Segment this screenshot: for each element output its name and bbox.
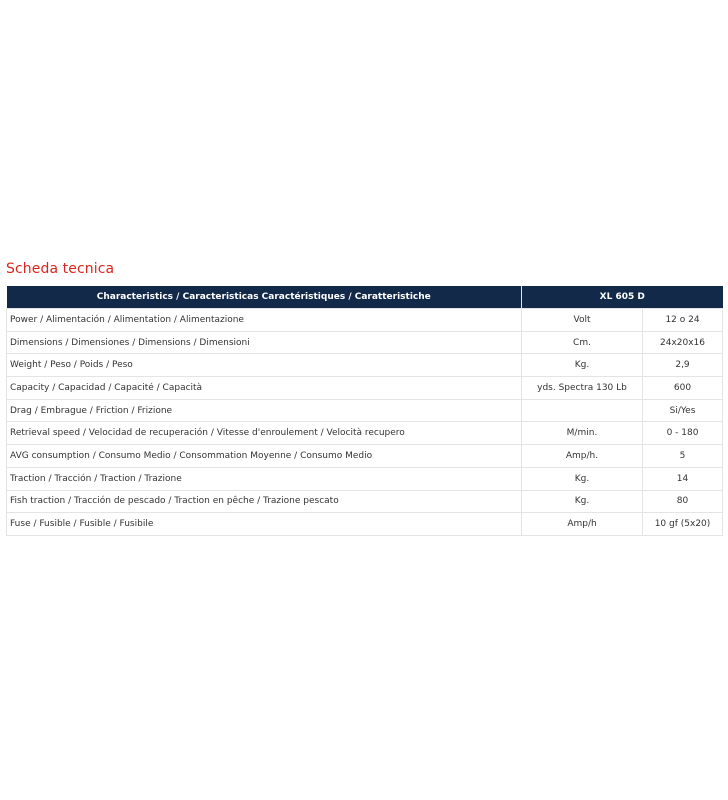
row-value: 10 gf (5x20)	[643, 513, 723, 536]
specs-table	[6, 286, 723, 536]
row-unit: M/min.	[522, 422, 643, 445]
row-unit: yds. Spectra 130 Lb	[522, 377, 643, 400]
table-row	[7, 399, 723, 422]
row-value: 2,9	[643, 354, 723, 377]
header-model: XL 605 D	[522, 286, 723, 309]
table-row	[7, 513, 723, 536]
table-row	[7, 490, 723, 513]
row-label: Fuse / Fusible / Fusible / Fusibile	[7, 513, 522, 536]
row-value: 14	[643, 467, 723, 490]
row-label: Dimensions / Dimensiones / Dimensions / Dimensioni	[7, 331, 522, 354]
row-unit: Volt	[522, 309, 643, 332]
section-title: Scheda tecnica	[6, 261, 115, 277]
table-row	[7, 467, 723, 490]
table-row	[7, 377, 723, 400]
row-label: Capacity / Capacidad / Capacité / Capacità	[7, 377, 522, 400]
table-row	[7, 422, 723, 445]
table-row	[7, 309, 723, 332]
row-value: 80	[643, 490, 723, 513]
table-body	[7, 309, 723, 536]
row-unit: Kg.	[522, 354, 643, 377]
row-unit: Kg.	[522, 467, 643, 490]
row-value: 24x20x16	[643, 331, 723, 354]
row-label: Power / Alimentación / Alimentation / Alimentazione	[7, 309, 522, 332]
row-value: 600	[643, 377, 723, 400]
table-row	[7, 354, 723, 377]
table-row	[7, 331, 723, 354]
row-unit: Kg.	[522, 490, 643, 513]
row-label: Fish traction / Tracción de pescado / Traction en pêche / Trazione pescato	[7, 490, 522, 513]
table-row	[7, 445, 723, 468]
row-unit: Cm.	[522, 331, 643, 354]
row-label: Retrieval speed / Velocidad de recuperación / Vitesse d'enroulement / Velocità recupero	[7, 422, 522, 445]
row-unit: Amp/h.	[522, 445, 643, 468]
row-value: Si/Yes	[643, 399, 723, 422]
row-label: AVG consumption / Consumo Medio / Consommation Moyenne / Consumo Medio	[7, 445, 522, 468]
table-header-row	[7, 286, 723, 309]
row-value: 12 o 24	[643, 309, 723, 332]
row-value: 5	[643, 445, 723, 468]
row-label: Drag / Embrague / Friction / Frizione	[7, 399, 522, 422]
row-label: Traction / Tracción / Traction / Trazione	[7, 467, 522, 490]
row-unit	[522, 399, 643, 422]
row-label: Weight / Peso / Poids / Peso	[7, 354, 522, 377]
header-characteristics: Characteristics / Caracteristicas Caractéristiques / Caratteristiche	[7, 286, 522, 309]
row-value: 0 - 180	[643, 422, 723, 445]
row-unit: Amp/h	[522, 513, 643, 536]
